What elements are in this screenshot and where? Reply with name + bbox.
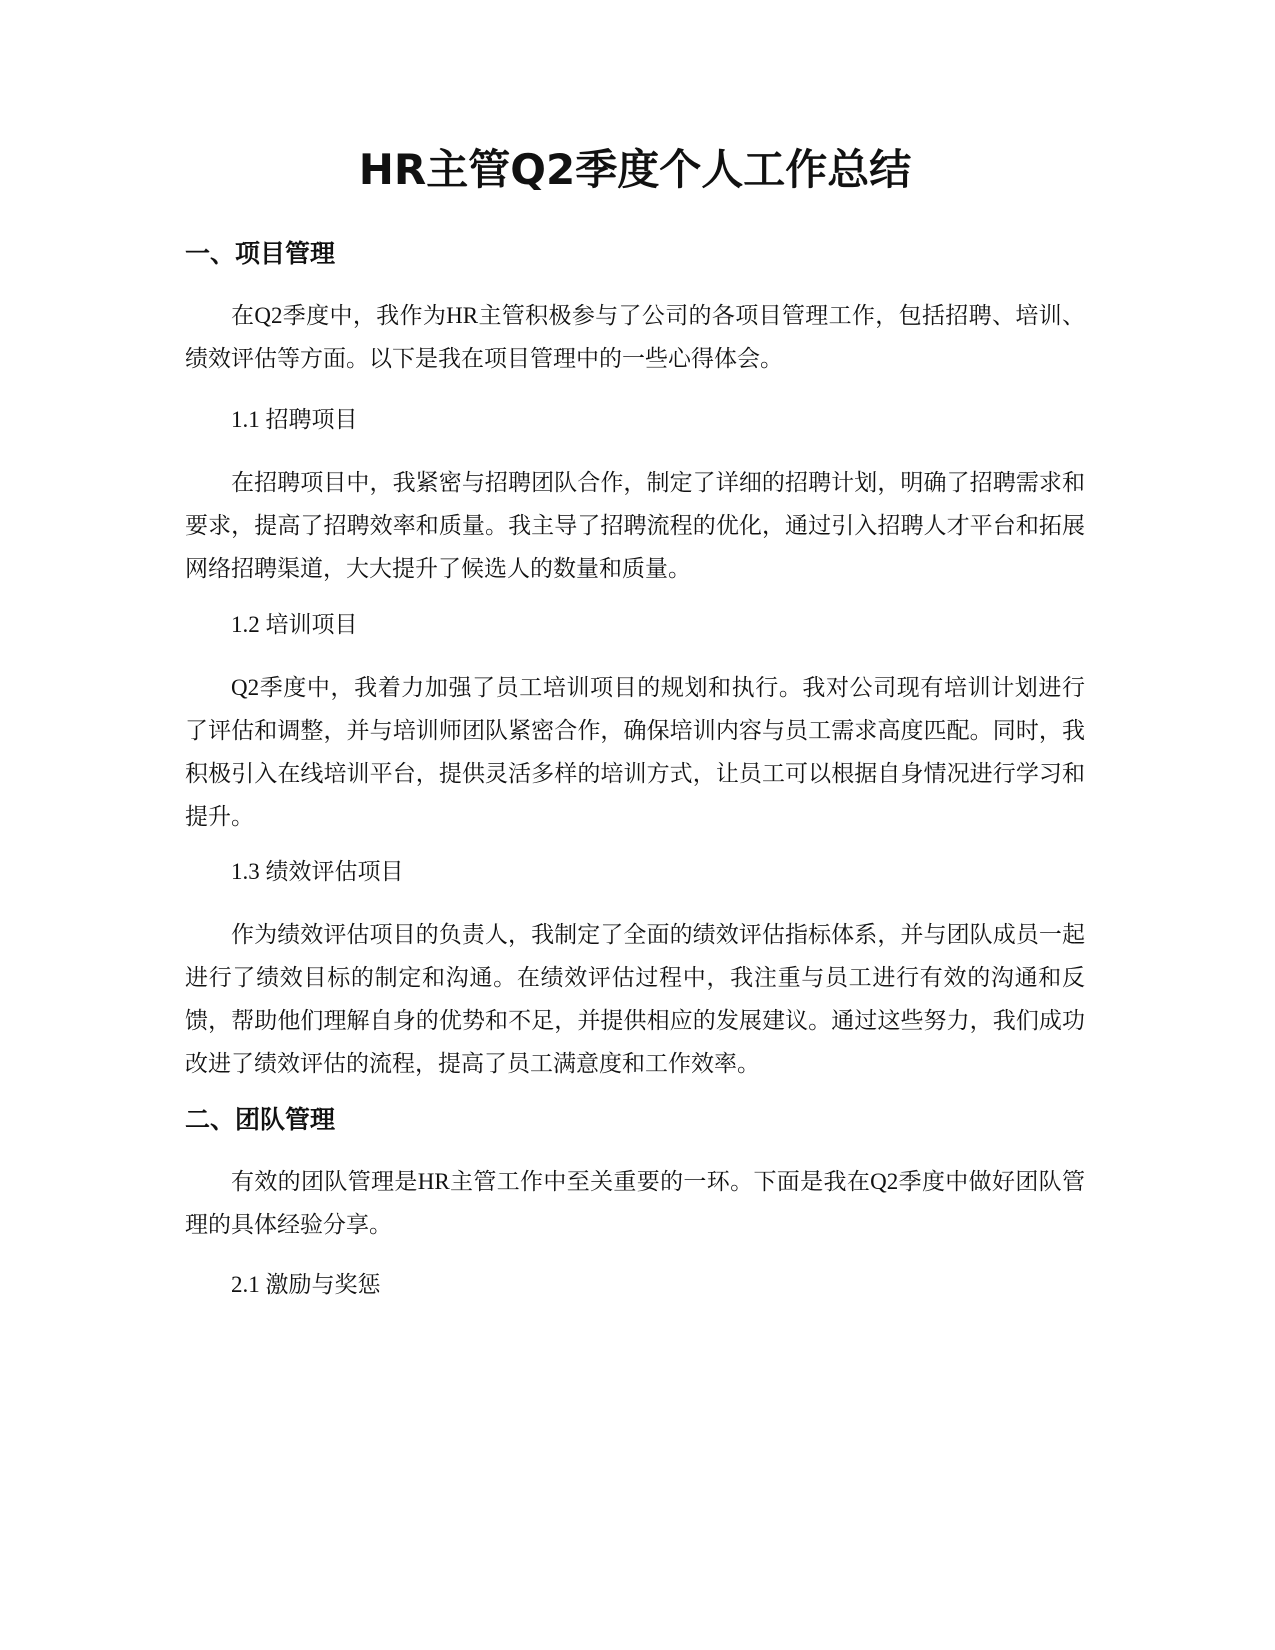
document-title: HR主管Q2季度个人工作总结 <box>358 145 912 194</box>
subsection-text-performance: 作为绩效评估项目的负责人，我制定了全面的绩效评估指标体系，并与团队成员一起进行了绩效目标的制定和沟通。在绩效评估过程中，我注重与员工进行有效的沟通和反馈，帮助他们理解自身的优势和不足，并提供相应的发展建议。通过这些努力，我们成功改进了绩效评估的流程，提高了员工满意度和工作效率。 <box>185 922 1085 1076</box>
section-intro-team-management: 有效的团队管理是HR主管工作中至关重要的一环。下面是我在Q2季度中做好团队管理的具体经验分享。 <box>185 1169 1085 1237</box>
subsection-text-training: Q2季度中，我着力加强了员工培训项目的规划和执行。我对公司现有培训计划进行了评估和调整，并与培训师团队紧密合作，确保培训内容与员工需求高度匹配。同时，我积极引入在线培训平台，提供灵活多样的培训方式，让员工可以根据自身情况进行学习和提升。 <box>185 675 1085 829</box>
subsection-heading-incentives: 2.1 激励与奖惩 <box>231 1272 381 1297</box>
subsection-heading-training: 1.2 培训项目 <box>231 612 358 637</box>
section-heading-project-management: 一、项目管理 <box>185 239 336 268</box>
subsection-text-recruitment: 在招聘项目中，我紧密与招聘团队合作，制定了详细的招聘计划，明确了招聘需求和要求，提高了招聘效率和质量。我主导了招聘流程的优化，通过引入招聘人才平台和拓展网络招聘渠道，大大提升了候选人的数量和质量。 <box>185 470 1085 581</box>
section-heading-team-management: 二、团队管理 <box>185 1105 336 1134</box>
subsection-heading-recruitment: 1.1 招聘项目 <box>231 407 358 432</box>
section-intro-project-management: 在Q2季度中，我作为HR主管积极参与了公司的各项目管理工作，包括招聘、培训、绩效评估等方面。以下是我在项目管理中的一些心得体会。 <box>185 303 1085 371</box>
subsection-heading-performance: 1.3 绩效评估项目 <box>231 859 404 884</box>
